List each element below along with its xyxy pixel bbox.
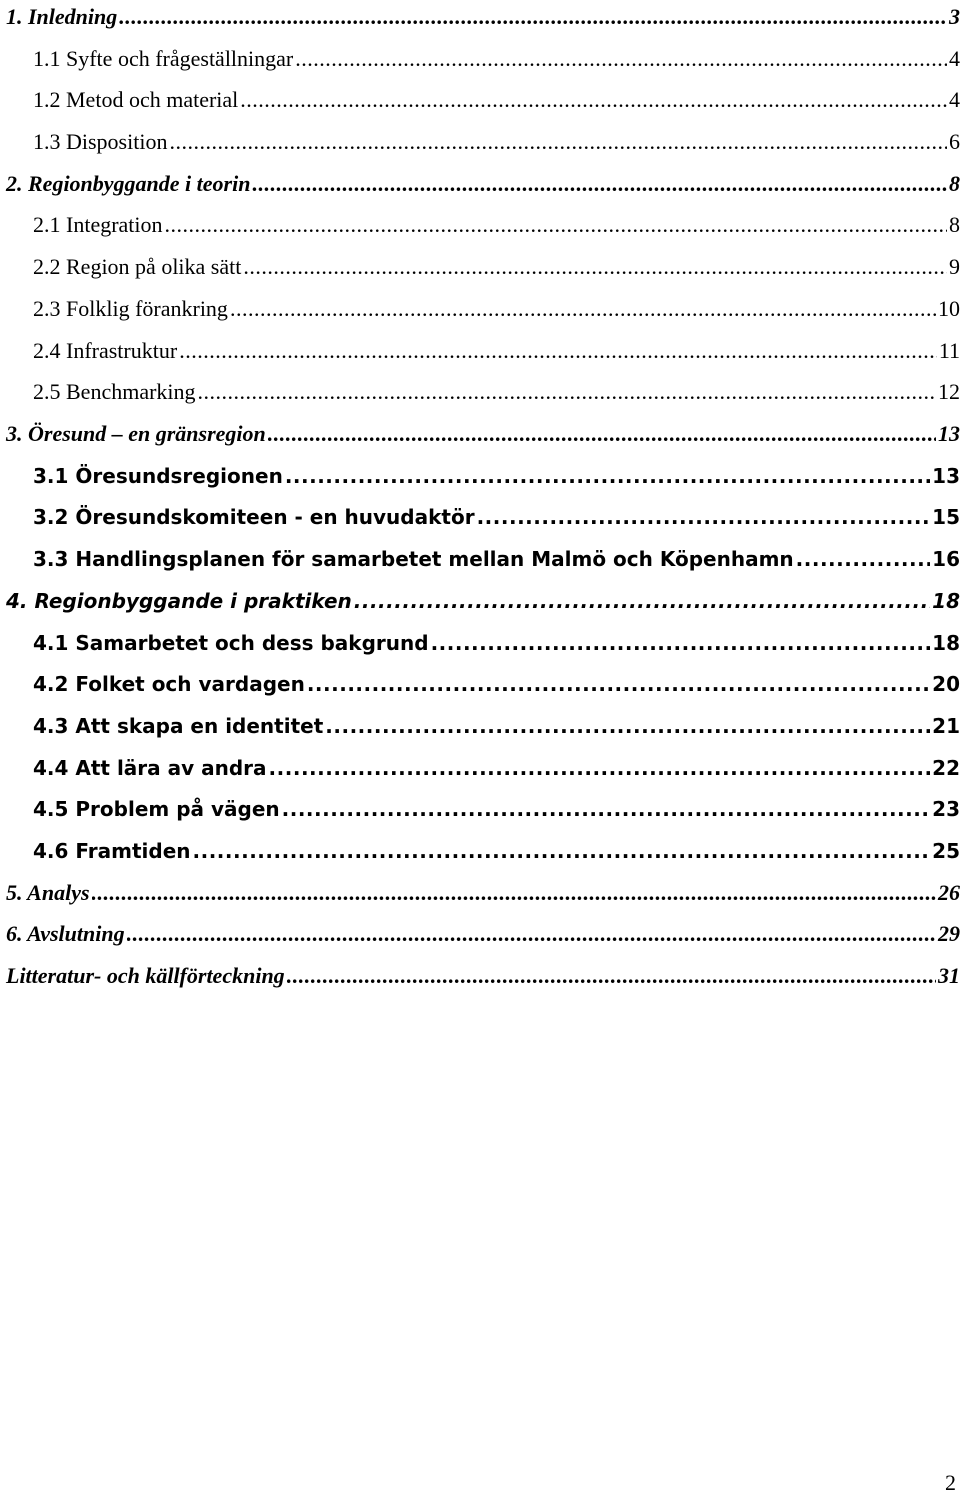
toc-entry-regionbyggande-teorin[interactable] — [6, 165, 960, 197]
toc-leader-dots — [796, 546, 931, 572]
toc-entry-inledning[interactable] — [6, 0, 960, 30]
toc-entry-folklig-forankring[interactable] — [33, 290, 960, 322]
toc-leader-dots — [354, 588, 930, 614]
toc-entry-lara-av-andra[interactable] — [33, 749, 960, 781]
toc-entry-oresundsregionen[interactable] — [33, 457, 960, 489]
toc-entry-title: 4.1 Samarbetet och dess bakgrund — [33, 631, 429, 655]
toc-entry-skapa-identitet[interactable] — [33, 707, 960, 739]
toc-entry-page: 10 — [938, 296, 960, 321]
toc-entry-oresund-gransregion[interactable] — [6, 415, 960, 447]
toc-entry-title: 3. Öresund – en gränsregion — [6, 421, 266, 446]
toc-entry-regionbyggande-praktiken[interactable] — [6, 582, 960, 614]
toc-entry-title: 4.6 Framtiden — [33, 839, 191, 863]
toc-entry-title: 6. Avslutning — [6, 921, 125, 946]
toc-entry-page: 13 — [938, 421, 960, 446]
toc-entry-page: 6 — [949, 129, 960, 154]
toc-leader-dots — [198, 379, 936, 405]
toc-entry-region-olika-satt[interactable] — [33, 248, 960, 280]
toc-entry-page: 4 — [949, 46, 960, 71]
toc-entry-title: 2.3 Folklig förankring — [33, 296, 228, 321]
toc-entry-syfte[interactable] — [33, 40, 960, 72]
toc-leader-dots — [325, 713, 930, 739]
toc-entry-title: 4.3 Att skapa en identitet — [33, 714, 324, 738]
toc-leader-dots — [165, 212, 947, 238]
toc-entry-title: 3.1 Öresundsregionen — [33, 464, 283, 488]
toc-entry-integration[interactable] — [33, 206, 960, 238]
toc-entry-page: 4 — [949, 87, 960, 112]
toc-entry-page: 8 — [949, 171, 960, 196]
toc-leader-dots — [169, 129, 947, 155]
toc-entry-page: 31 — [938, 963, 960, 988]
toc-leader-dots — [92, 880, 936, 906]
toc-entry-title: 4.4 Att lära av andra — [33, 756, 267, 780]
toc-entry-title: 1.3 Disposition — [33, 129, 168, 154]
toc-entry-title: 1.1 Syfte och frågeställningar — [33, 46, 294, 71]
toc-entry-analys[interactable] — [6, 874, 960, 906]
toc-entry-title: 4.2 Folket och vardagen — [33, 672, 305, 696]
toc-entry-page: 9 — [949, 254, 960, 279]
toc-entry-title: 2.1 Integration — [33, 212, 163, 237]
toc-entry-title: 3.3 Handlingsplanen för samarbetet mellan Malmö och Köpenhamn — [33, 547, 794, 571]
toc-entry-title: 5. Analys — [6, 880, 90, 905]
toc-entry-title: 1.2 Metod och material — [33, 87, 239, 112]
toc-leader-dots — [179, 338, 937, 364]
toc-entry-benchmarking[interactable] — [33, 373, 960, 405]
toc-entry-handlingsplanen[interactable] — [33, 540, 960, 572]
toc-entry-page: 16 — [932, 547, 960, 571]
toc-entry-title: 2.4 Infrastruktur — [33, 338, 178, 363]
toc-entry-title: Litteratur- och källförteckning — [6, 963, 285, 988]
toc-entry-litteratur[interactable] — [6, 957, 960, 989]
toc-entry-page: 8 — [949, 212, 960, 237]
toc-entry-page: 11 — [938, 338, 960, 363]
toc-entry-page: 18 — [932, 631, 960, 655]
toc-leader-dots — [295, 46, 947, 72]
toc-leader-dots — [287, 963, 936, 989]
toc-leader-dots — [127, 921, 936, 947]
toc-entry-title: 4.5 Problem på vägen — [33, 797, 280, 821]
toc-entry-title: 2. Regionbyggande i teorin — [6, 171, 251, 196]
toc-entry-title: 4. Regionbyggande i praktiken — [6, 589, 352, 613]
toc-entry-page: 12 — [938, 379, 960, 404]
toc-entry-title: 3.2 Öresundskomiteen - en huvudaktör — [33, 505, 475, 529]
toc-entry-samarbetet-bakgrund[interactable] — [33, 624, 960, 656]
toc-entry-page: 13 — [932, 464, 960, 488]
toc-entry-page: 3 — [949, 4, 960, 29]
toc-entry-framtiden[interactable] — [33, 832, 960, 864]
toc-entry-infrastruktur[interactable] — [33, 332, 960, 364]
toc-entry-page: 20 — [932, 672, 960, 696]
toc-entry-title: 2.5 Benchmarking — [33, 379, 196, 404]
toc-entry-page: 26 — [938, 880, 960, 905]
page-number: 2 — [945, 1470, 956, 1495]
toc-entry-folket-vardagen[interactable] — [33, 665, 960, 697]
toc-entry-avslutning[interactable] — [6, 915, 960, 947]
toc-entry-page: 21 — [932, 714, 960, 738]
toc-entry-page: 23 — [932, 797, 960, 821]
toc-entry-page: 18 — [932, 589, 960, 613]
toc-entry-title: 2.2 Region på olika sätt — [33, 254, 242, 279]
toc-leader-dots — [269, 755, 931, 781]
toc-leader-dots — [240, 87, 947, 113]
toc-entry-oresundskomiteen[interactable] — [33, 498, 960, 530]
toc-leader-dots — [268, 421, 936, 447]
toc-entry-metod[interactable] — [33, 81, 960, 113]
toc-leader-dots — [243, 254, 947, 280]
toc-leader-dots — [307, 671, 930, 697]
toc-leader-dots — [119, 4, 947, 30]
toc-leader-dots — [193, 838, 931, 864]
toc-leader-dots — [252, 171, 947, 197]
toc-entry-disposition[interactable] — [33, 123, 960, 155]
toc-entry-page: 15 — [932, 505, 960, 529]
toc-entry-problem-vagen[interactable] — [33, 790, 960, 822]
toc-leader-dots — [285, 463, 930, 489]
toc-entry-page: 29 — [938, 921, 960, 946]
toc-entry-title: 1. Inledning — [6, 4, 118, 29]
toc-leader-dots — [230, 296, 936, 322]
toc-entry-page: 22 — [932, 756, 960, 780]
toc-leader-dots — [431, 630, 931, 656]
toc-entry-page: 25 — [932, 839, 960, 863]
toc-leader-dots — [282, 796, 931, 822]
toc-leader-dots — [477, 504, 931, 530]
